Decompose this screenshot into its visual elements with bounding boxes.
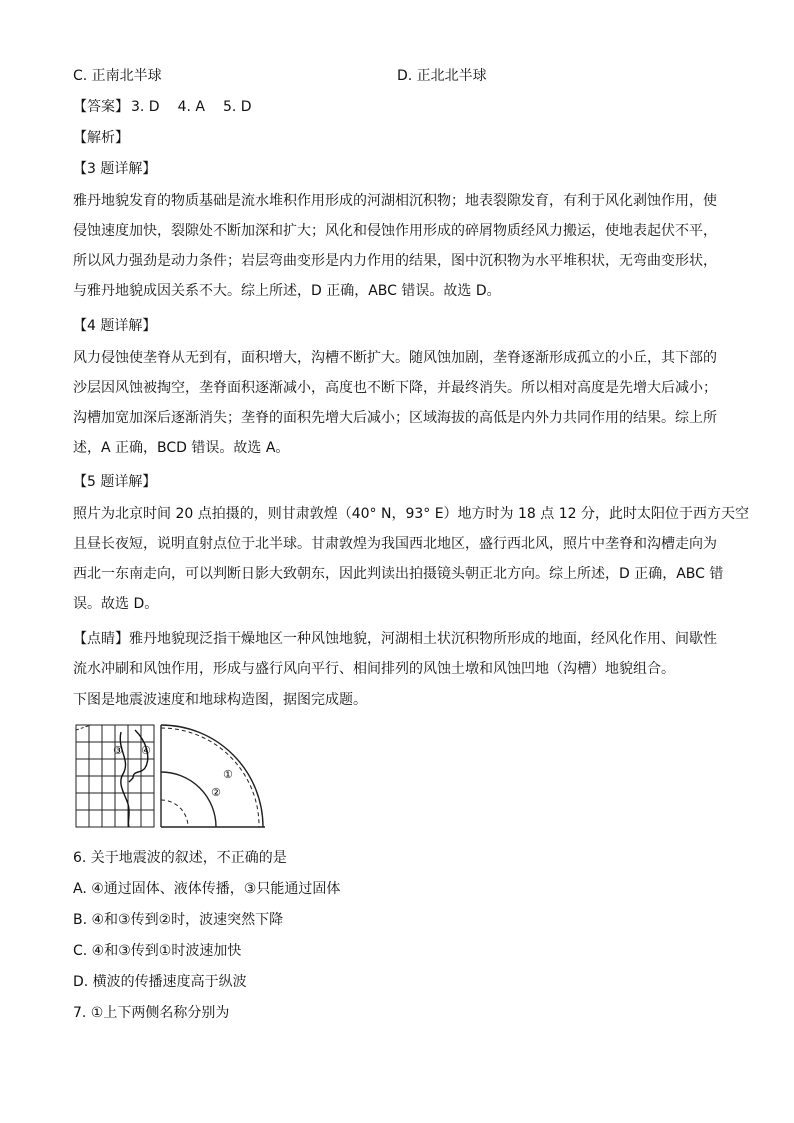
q6-option-b: B. ④和③传到②时，波速突然下降: [73, 912, 284, 928]
marker-2: ②: [211, 786, 221, 799]
q4-explanation: [73, 343, 723, 463]
key-point: [73, 624, 723, 684]
q3-explanation: [73, 186, 723, 306]
text-line: 风力侵蚀使垄脊从无到有，面积增大，沟槽不断扩大。随风蚀加剧，垄脊逐渐形成孤立的小丘，其下部的: [73, 350, 717, 366]
answer-line: [73, 97, 270, 117]
q6-stem: 6. 关于地震波的叙述，不正确的是: [73, 850, 287, 866]
diagram-svg: [73, 722, 273, 830]
q6-option-a: A. ④通过固体、液体传播，③只能通过固体: [73, 881, 341, 897]
text-line: 与雅丹地貌成因关系不大。综上所述，D 正确，ABC 错误。故选 D。: [73, 283, 501, 299]
text-line: 所以风力强劲是动力条件；岩层弯曲变形是内力作用的结果，图中沉积物为水平堆积状，无弯曲变形状，: [73, 253, 717, 269]
q7-stem: 7. ①上下两侧名称分别为: [73, 1005, 230, 1021]
answer-item: 3. D: [131, 99, 160, 115]
text-line: 【点睛】雅丹地貌现泛指干燥地区一种风蚀地貌，河湖相土状沉积物所形成的地面，经风化作用、间歇性: [73, 631, 717, 647]
marker-3: ③: [113, 744, 123, 757]
answer-label: 【答案】: [73, 99, 129, 115]
text-line: 西北一东南走向，可以判断日影大致朝东，因此判读出拍摄镜头朝正北方向。综上所述，D 正确，ABC 错: [73, 566, 724, 582]
marker-1: ①: [223, 768, 233, 781]
option-d: D. 正北北半球: [397, 68, 487, 84]
text-line: 沙层因风蚀被掏空，垄脊面积逐渐减小，高度也不断下降，并最终消失。所以相对高度是先增大后减小；: [73, 380, 717, 396]
text-line: 流水冲刷和风蚀作用，形成与盛行风向平行、相间排列的风蚀土墩和风蚀凹地（沟槽）地貌组合。: [73, 661, 675, 677]
q6-option-d: D. 横波的传播速度高于纵波: [73, 974, 247, 990]
analysis-label: 【解析】: [73, 130, 129, 146]
text-line: 沟槽加宽加深后逐渐消失；垄脊的面积先增大后减小；区域海拔的高低是内外力共同作用的结果。综上所: [73, 410, 717, 426]
option-c: C. 正南北半球: [73, 68, 162, 84]
q4-label: 【4 题详解】: [73, 318, 157, 334]
text-line: 误。故选 D。: [73, 596, 159, 612]
text-line: 侵蚀速度加快，裂隙处不断加深和扩大；风化和侵蚀作用形成的碎屑物质经风力搬运，使地表起伏不平，: [73, 223, 717, 239]
text-line: 照片为北京时间 20 点拍摄的，则甘肃敦煌（40° N，93° E）地方时为 18 点 12 分，此时太阳位于西方天空: [73, 506, 749, 522]
text-line: 雅丹地貌发育的物质基础是流水堆积作用形成的河湖相沉积物；地表裂隙发育，有利于风化剥蚀作用，使: [73, 193, 717, 209]
q3-label: 【3 题详解】: [73, 161, 157, 177]
text-line: 述，A 正确，BCD 错误。故选 A。: [73, 440, 290, 456]
answer-item: 4. A: [177, 99, 205, 115]
intro-text: 下图是地震波速度和地球构造图，据图完成题。: [73, 692, 367, 708]
q5-label: 【5 题详解】: [73, 474, 157, 490]
marker-4: ④: [141, 744, 151, 757]
text-line: 且昼长夜短，说明直射点位于北半球。甘肃敦煌为我国西北地区，盛行西北风，照片中垄脊和沟槽走向为: [73, 536, 717, 552]
answer-item: 5. D: [222, 99, 252, 115]
earth-structure: [161, 725, 265, 827]
q5-explanation: [73, 499, 749, 619]
q6-option-c: C. ④和③传到①时波速加快: [73, 943, 242, 959]
seismic-wave-diagram: [73, 722, 273, 830]
